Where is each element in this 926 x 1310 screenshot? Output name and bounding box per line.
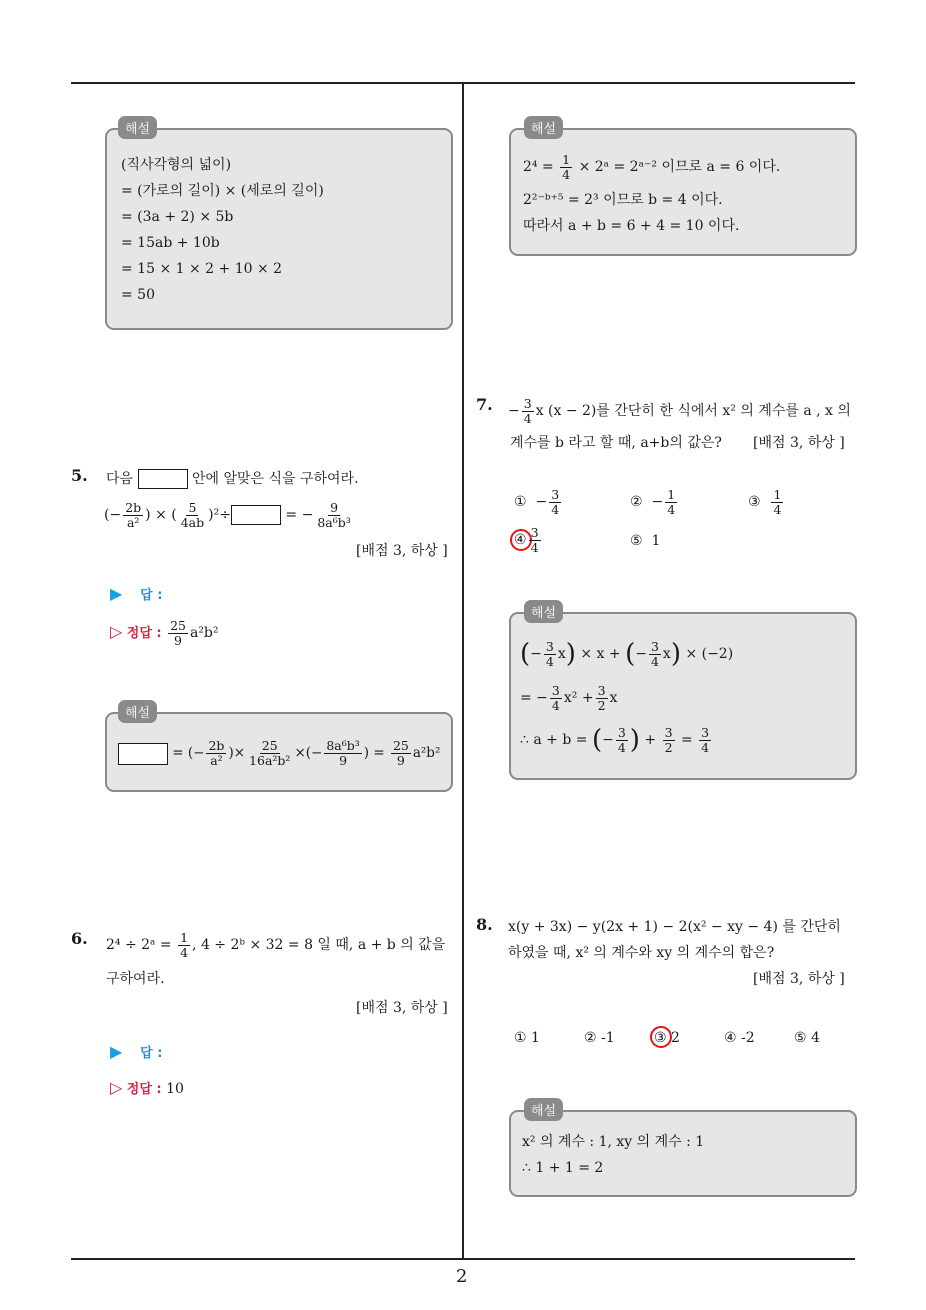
solution-line: 2²⁻ᵇ⁺⁵ = 2³ 이므로 b = 4 이다. [523, 192, 723, 208]
solution-line: = 15ab + 10b [121, 235, 220, 251]
answer-blank-box [231, 505, 281, 525]
solution-line: = (가로의 길이) × (세로의 길이) [121, 183, 324, 199]
fraction: $\frac{25}{9}$ [392, 738, 409, 768]
fraction: $\frac{1}{4}$ [180, 929, 189, 960]
answer-row: ▶ 답 : [110, 1042, 163, 1061]
solution-line: x² 의 계수 : 1, xy 의 계수 : 1 [522, 1134, 705, 1150]
option-2[interactable]: ② -1 [584, 1030, 615, 1046]
play-triangle-icon: ▶ [110, 584, 123, 603]
fraction: $\frac{9}{\text{8a⁶b³}}$ [317, 499, 351, 530]
question-expression: (− $\frac{2b}{\text{a²}}$ ) × ( $\frac{5}{4ab}$ )²÷ = − $\frac{9}{\text{8a⁶b³}}$ [104, 499, 351, 530]
option-3[interactable]: ③ $\frac{1}{4}$ [748, 486, 782, 517]
fraction: $\frac{\text{8a⁶b³}}{9}$ [326, 738, 360, 768]
fraction: $\frac{2b}{\text{a²}}$ [208, 738, 225, 768]
answer-blank-box [118, 743, 168, 765]
fraction: $\frac{5}{4ab}$ [180, 499, 205, 530]
question-number: 5. [71, 466, 88, 485]
option-4[interactable]: ④ $\frac{3}{4}$ [514, 524, 539, 555]
solution-tag: 해설 [118, 116, 157, 139]
outline-triangle-icon: ▷ [110, 622, 123, 641]
solution-line: = (3a + 2) × 5b [121, 209, 234, 225]
fraction: $\frac{3}{2}$ [597, 682, 606, 713]
solution-line: 2⁴ = $\frac{1}{4}$ × 2ᵃ = 2ᵃ⁻² 이므로 a = 6 이다. [523, 151, 781, 182]
question-text: − $\frac{3}{4}$ x (x − 2)를 간단히 한 식에서 x² 의 계수를 a , x 의 [508, 395, 851, 426]
fraction: $\frac{3}{4}$ [530, 524, 539, 555]
fraction: $\frac{3}{4}$ [650, 638, 659, 669]
fraction: $\frac{3}{4}$ [545, 638, 554, 669]
question-number: 7. [476, 395, 493, 414]
option-1[interactable]: ① − $\frac{3}{4}$ [514, 486, 560, 517]
solution-line: ∴ a + b = (− $\frac{3}{4}$ ) + $\frac{3}{2}$ = $\frac{3}{4}$ [520, 724, 710, 755]
fraction: $\frac{2b}{\text{a²}}$ [125, 499, 142, 530]
bottom-rule [71, 1258, 855, 1260]
solution-line: ∴ 1 + 1 = 2 [522, 1160, 604, 1176]
question-text: x(y + 3x) − y(2x + 1) − 2(x² − xy − 4) 를 간단히 [508, 919, 841, 935]
outline-triangle-icon: ▷ [110, 1078, 123, 1097]
solution-box-q8 [509, 1110, 857, 1197]
solution-line: 따라서 a + b = 6 + 4 = 10 이다. [523, 218, 740, 234]
score-label: [배점 3, 하상 ] [753, 435, 845, 451]
question-number: 8. [476, 915, 493, 934]
answer-blank-box [138, 469, 188, 489]
option-2[interactable]: ② − $\frac{1}{4}$ [630, 486, 676, 517]
correct-answer-row: ▷ 정답 : 10 [110, 1078, 184, 1097]
solution-line: = 15 × 1 × 2 + 10 × 2 [121, 261, 283, 277]
fraction: $\frac{1}{4}$ [667, 486, 676, 517]
correct-answer-row: ▷ 정답 : $\frac{25}{9}$ a²b² [110, 617, 219, 648]
fraction: $\frac{3}{4}$ [551, 682, 560, 713]
answer-row: ▶ 답 : [110, 584, 163, 603]
option-3[interactable]: ③ 2 [654, 1030, 680, 1046]
question-text: 구하여라. [106, 971, 165, 987]
column-divider [462, 83, 464, 1258]
fraction: $\frac{3}{2}$ [664, 724, 673, 755]
score-label: [배점 3, 하상 ] [753, 971, 845, 987]
option-1[interactable]: ① 1 [514, 1030, 540, 1046]
score-label: [배점 3, 하상 ] [356, 1000, 448, 1016]
question-text: 계수를 b 라고 할 때, a+b의 값은? [510, 435, 722, 451]
question-text: 다음 안에 알맞은 식을 구하여라. [106, 471, 359, 487]
solution-line: = − $\frac{3}{4}$ x² + $\frac{3}{2}$ x [520, 682, 618, 713]
question-number: 6. [71, 929, 88, 948]
fraction: $\frac{1}{4}$ [562, 151, 571, 182]
solution-line: (− $\frac{3}{4}$ x) × x + (− $\frac{3}{4}$ x) × (−2) [520, 638, 734, 669]
option-4[interactable]: ④ -2 [724, 1030, 755, 1046]
question-text: 2⁴ ÷ 2ᵃ = $\frac{1}{4}$ , 4 ÷ 2ᵇ × 32 = 8 일 때, a + b 의 값을 [106, 929, 446, 960]
solution-line: = 50 [121, 287, 155, 303]
solution-tag: 해설 [524, 600, 563, 623]
page-number: 2 [456, 1266, 468, 1287]
solution-expression: = (− $\frac{2b}{\text{a²}}$ )× $\frac{25}{\text{16a²b²}}$ ×(− $\frac{\text{8a⁶b³}}{9}$ ) = $\frac{25}{9}$ a²b² [118, 734, 440, 772]
solution-tag: 해설 [524, 1098, 563, 1121]
question-text: 하였을 때, x² 의 계수와 xy 의 계수의 합은? [508, 945, 775, 961]
option-5[interactable]: ⑤ 4 [794, 1030, 820, 1046]
fraction: $\frac{1}{4}$ [773, 486, 782, 517]
score-label: [배점 3, 하상 ] [356, 543, 448, 559]
fraction: $\frac{3}{4}$ [551, 486, 560, 517]
fraction: $\frac{3}{4}$ [617, 724, 626, 755]
solution-line: (직사각형의 넓이) [121, 157, 232, 173]
solution-tag: 해설 [524, 116, 563, 139]
fraction: $\frac{25}{9}$ [170, 617, 186, 648]
solution-tag: 해설 [118, 700, 157, 723]
option-5[interactable]: ⑤ 1 [630, 533, 661, 549]
fraction: $\frac{25}{\text{16a²b²}}$ [249, 738, 291, 768]
fraction: $\frac{3}{4}$ [701, 724, 710, 755]
fraction: $\frac{3}{4}$ [523, 395, 532, 426]
play-triangle-icon: ▶ [110, 1042, 123, 1061]
